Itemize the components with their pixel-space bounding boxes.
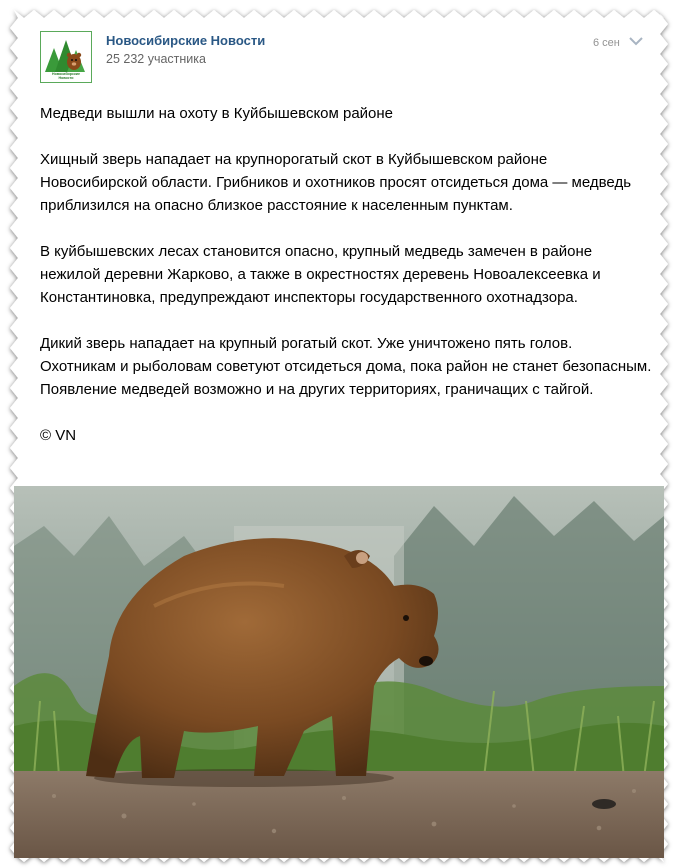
group-name-link[interactable]: Новосибирские Новости xyxy=(106,33,266,48)
group-avatar[interactable] xyxy=(40,31,92,83)
members-count: 25 232 участника xyxy=(106,52,206,66)
post-paragraph-1: Хищный зверь нападает на крупнорогатый скот в Куйбышевском районе Новосибирской области. Грибников и охотников просят отсидеться дома — медведь приблизился на опасно близкое расстояние к населенным пунктам. xyxy=(40,151,632,214)
post-text xyxy=(40,102,652,470)
avatar-caption-line1: Новосибирские xyxy=(52,72,80,76)
post-paragraph-2: В куйбышевских лесах становится опасно, крупный медведь замечен в районе нежилой деревни Жарково, а также в окрестностях деревень Новоалексеевка и Константиновка, предупреждают инспекторы государственного охотнадзора. xyxy=(40,243,601,306)
post-card xyxy=(14,14,664,858)
post-header xyxy=(14,14,664,94)
post-title: Медведи вышли на охоту в Куйбышевском районе xyxy=(40,105,394,122)
brown-bear-photo[interactable] xyxy=(14,486,664,858)
avatar-caption xyxy=(41,72,91,80)
avatar-caption-line2: Новости xyxy=(58,76,74,80)
post-source: © VN xyxy=(40,427,77,444)
post-date[interactable]: 6 сен xyxy=(593,37,620,49)
chevron-down-icon[interactable] xyxy=(628,34,644,48)
post-paragraph-3: Дикий зверь нападает на крупный рогатый скот. Уже уничтожено пять голов. Охотникам и рыболовам советуют отсидеться дома, пока район не станет безопасным. Появление медведей возможно и на других территориях, граничащих с тайгой. xyxy=(40,335,652,398)
